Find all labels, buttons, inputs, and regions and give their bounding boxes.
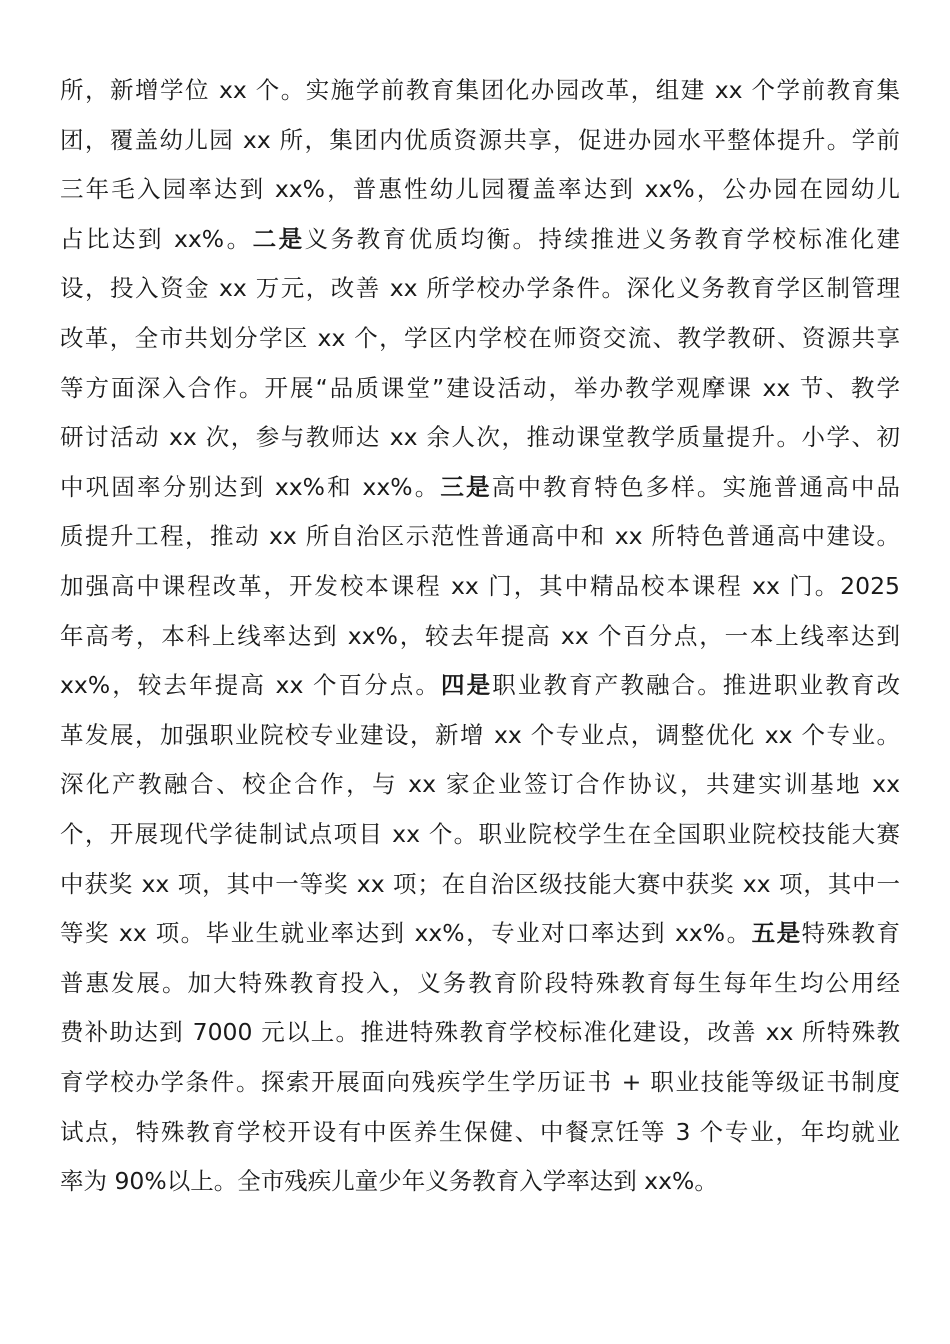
text-segment: 普惠发展。加大特殊教育投入，义务教育阶段特殊教育每生每年生均公用经: [60, 968, 900, 997]
text-segment: 率为 90%以上。全市残疾儿童少年义务教育入学率达到 xx%。: [60, 1167, 718, 1196]
text-segment: 质提升工程，推动 xx 所自治区示范性普通高中和 xx 所特色普通高中建设。: [60, 522, 900, 551]
text-line: [60, 864, 900, 904]
text-line: [60, 70, 900, 110]
text-line: [60, 169, 900, 209]
text-segment: 所，新增学位 xx 个。实施学前教育集团化办园改革，组建 xx 个学前教育集: [60, 76, 900, 104]
text-line: [60, 566, 900, 606]
text-line: [60, 764, 900, 804]
text-segment: 设，投入资金 xx 万元，改善 xx 所学校办学条件。深化义务教育学区制管理: [60, 274, 900, 303]
text-segment: 三年毛入园率达到 xx%，普惠性幼儿园覆盖率达到 xx%，公办园在园幼儿: [60, 175, 900, 204]
text-segment: 育学校办学条件。探索开展面向残疾学生学历证书 + 职业技能等级证书制度: [60, 1068, 900, 1096]
text-line: [60, 814, 900, 854]
text-line: [60, 268, 900, 308]
text-segment: 研讨活动 xx 次，参与教师达 xx 余人次，推动课堂教学质量提升。小学、初: [60, 423, 900, 452]
text-line: [60, 616, 900, 656]
text-segment: 占比达到 xx%。: [60, 224, 253, 253]
text-segment: 高中教育特色多样。实施普通高中品: [491, 472, 901, 501]
text-segment: 试点，特殊教育学校开设有中医养生保健、中餐烹饪等 3 个专业，年均就业: [60, 1117, 900, 1146]
text-segment: xx%，较去年提高 xx 个百分点。: [60, 671, 442, 700]
text-line: [60, 219, 900, 259]
text-segment: 职业教育产教融合。推进职业教育改: [492, 671, 901, 700]
section-marker: 二是: [252, 224, 305, 253]
text-line: [60, 1062, 900, 1102]
text-segment: 革发展，加强职业院校专业建设，新增 xx 个专业点，调整优化 xx 个专业。: [60, 720, 900, 749]
text-line: [60, 318, 900, 358]
text-segment: 深化产教融合、校企合作，与 xx 家企业签订合作协议，共建实训基地 xx: [60, 770, 900, 799]
text-segment: 团，覆盖幼儿园 xx 所，集团内优质资源共享，促进办园水平整体提升。学前: [60, 125, 900, 154]
text-segment: 特殊教育: [801, 919, 901, 948]
text-segment: 中巩固率分别达到 xx%和 xx%。: [60, 472, 441, 501]
text-segment: 加强高中课程改革，开发校本课程 xx 门，其中精品校本课程 xx 门。2025: [60, 572, 900, 600]
text-line: [60, 417, 900, 457]
text-segment: 义务教育优质均衡。持续推进义务教育学校标准化建: [304, 224, 901, 253]
text-segment: 费补助达到 7000 元以上。推进特殊教育学校标准化建设，改善 xx 所特殊教: [60, 1018, 900, 1047]
text-line: [60, 1161, 900, 1201]
text-line: [60, 516, 900, 556]
text-line: [60, 963, 900, 1003]
text-segment: 中获奖 xx 项，其中一等奖 xx 项；在自治区级技能大赛中获奖 xx 项，其中一: [60, 869, 900, 898]
text-segment: 等方面深入合作。开展“品质课堂”建设活动，举办教学观摩课 xx 节、教学: [60, 373, 900, 402]
text-line: [60, 368, 900, 408]
text-line: [60, 665, 900, 705]
section-marker: 四是: [441, 671, 493, 700]
text-line: [60, 715, 900, 755]
text-line: [60, 467, 900, 507]
section-marker: 三是: [440, 472, 492, 501]
text-line: [60, 913, 900, 953]
text-segment: 改革，全市共划分学区 xx 个，学区内学校在师资交流、教学教研、资源共享: [60, 324, 900, 352]
text-line: [60, 1112, 900, 1152]
text-segment: 等奖 xx 项。毕业生就业率达到 xx%，专业对口率达到 xx%。: [60, 919, 752, 948]
text-line: [60, 1012, 900, 1052]
text-segment: 个，开展现代学徒制试点项目 xx 个。职业院校学生在全国职业院校技能大赛: [60, 820, 900, 848]
text-line: [60, 120, 900, 160]
text-segment: 年高考，本科上线率达到 xx%，较去年提高 xx 个百分点，一本上线率达到: [60, 621, 900, 650]
section-marker: 五是: [751, 919, 802, 948]
